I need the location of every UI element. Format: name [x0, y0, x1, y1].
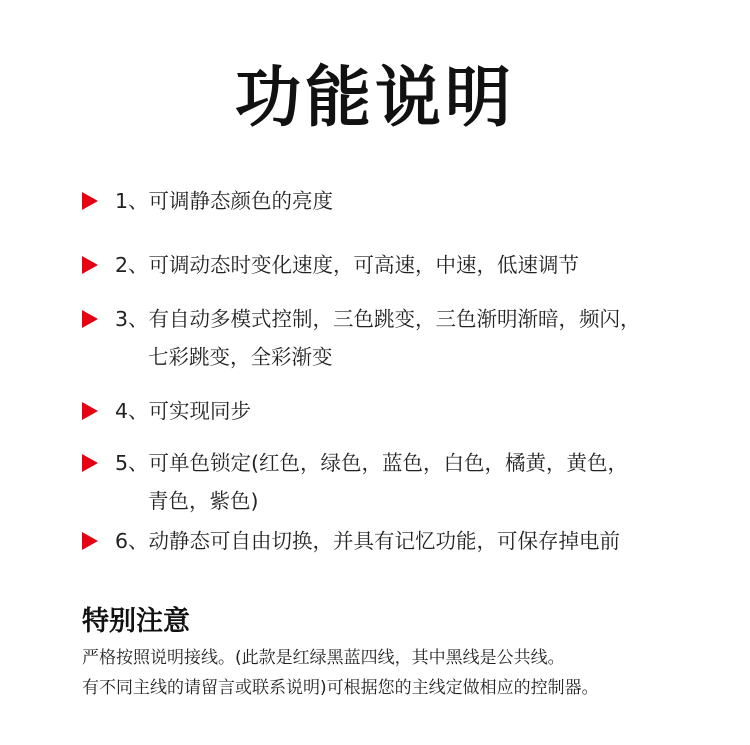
notice-heading: 特别注意 [82, 606, 190, 637]
feature-text: 2、可调动态时变化速度，可高速，中速，低速调节 [115, 253, 580, 277]
feature-text: 6、动静态可自由切换，并具有记忆功能，可保存掉电前 [115, 529, 621, 553]
feature-text: 4、可实现同步 [115, 399, 252, 423]
feature-text: 1、可调静态颜色的亮度 [115, 189, 334, 213]
notice-line-2: 有不同主线的请留言或联系说明)可根据您的主线定做相应的控制器。 [82, 678, 599, 698]
feature-text-continued: 青色，紫色) [148, 489, 259, 513]
red-triangle-bullet-icon [82, 256, 98, 274]
red-triangle-bullet-icon [82, 402, 98, 420]
red-triangle-bullet-icon [82, 532, 98, 550]
red-triangle-bullet-icon [82, 310, 98, 328]
feature-text: 3、有自动多模式控制，三色跳变，三色渐明渐暗，频闪， [115, 307, 641, 331]
red-triangle-bullet-icon [82, 454, 98, 472]
page-title: 功能说明 [235, 59, 515, 136]
notice-line-1: 严格按照说明接线。(此款是红绿黑蓝四线，其中黑线是公共线。 [82, 648, 565, 668]
red-triangle-bullet-icon [82, 192, 98, 210]
feature-text-continued: 七彩跳变，全彩渐变 [148, 345, 333, 369]
feature-text: 5、可单色锁定(红色，绿色，蓝色，白色，橘黄，黄色， [115, 451, 629, 475]
